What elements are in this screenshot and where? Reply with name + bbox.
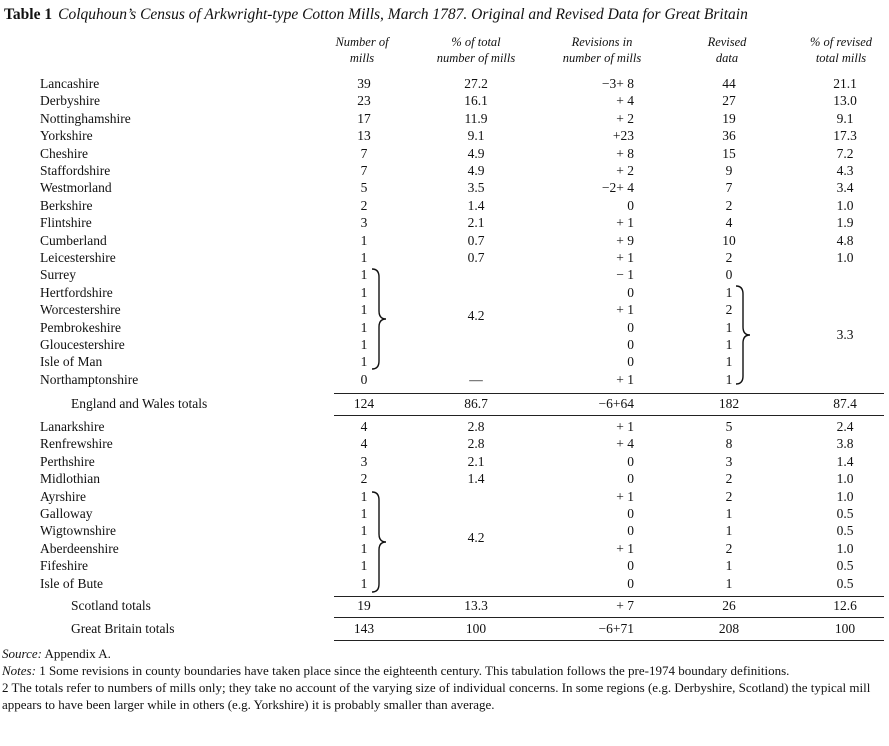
cell-name: Cheshire [40,145,88,161]
cell-rev: 0 [627,453,634,469]
rule-england-bottom [334,415,884,416]
cell-rev: 0 [627,319,634,335]
cell-rpct: 1.9 [836,215,854,231]
cell-mills: 4 [360,436,368,452]
cell-pct: 86.7 [464,396,488,411]
cell-revised: 182 [718,396,740,411]
cell-revised: 1 [725,337,733,352]
cell-rpct: 1.0 [836,471,854,487]
cell-mills: 1 [360,267,368,283]
cell-pct: 16.1 [464,93,488,109]
cell-name: Nottinghamshire [40,110,131,126]
table-row [0,557,889,574]
cell-mills: 1 [360,506,368,521]
rule-scotland-bottom [334,617,884,618]
cell-revised: 5 [725,419,733,434]
table-row [0,353,889,370]
cell-rev: + 1 [616,215,634,231]
cell-revised: 19 [722,110,736,126]
header-revised-data: Revised data [707,35,747,65]
cell-rev: 0 [627,575,634,591]
cell-rpct: 0.5 [836,558,854,574]
cell-rev: 0 [627,506,634,521]
table-label: Table 1 [4,6,53,23]
cell-rev: + 1 [616,371,634,387]
cell-mills: 124 [353,396,375,411]
cell-rev: −6+64 [598,396,634,411]
cell-pct: 1.4 [467,471,485,487]
table-row [0,232,889,249]
cell-mills: 1 [360,250,368,265]
header-percent-revised: % of revised total mills [809,35,873,65]
cell-rpct: 4.3 [836,163,854,178]
cell-pct: 4.9 [467,145,485,161]
cell-rpct: 0.5 [836,523,854,539]
cell-pct: 13.3 [464,598,488,613]
table-row [0,197,889,214]
cell-rpct: 12.6 [833,598,857,613]
cell-revised: 15 [722,145,736,161]
cell-name: Leicestershire [40,250,116,265]
cell-mills: 1 [360,284,368,300]
cell-mills: 2 [360,471,368,487]
cell-mills: 39 [357,76,371,91]
cell-revised: 1 [725,371,733,387]
cell-pct: 2.8 [467,419,485,434]
cell-mills: 1 [360,523,368,539]
cell-mills: 1 [360,337,368,352]
cell-name: Isle of Bute [40,575,103,591]
cell-revised: 2 [725,197,733,213]
cell-rev: + 1 [616,302,634,318]
cell-name: Aberdeenshire [40,540,119,556]
cell-revised: 0 [725,267,733,283]
cell-mills: 13 [357,128,371,144]
cell-revised: 8 [725,436,733,452]
cell-revised: 2 [725,540,733,556]
cell-revised: 1 [725,354,733,370]
header-percent-total: % of total number of mills [436,35,516,65]
cell-mills: 3 [360,453,368,469]
table-row [0,266,889,283]
cell-rpct: 3.8 [836,436,854,452]
cell-revised: 1 [725,319,733,335]
cell-rev: + 8 [616,145,634,161]
cell-revised: 1 [725,506,733,521]
cell-mills: 4 [360,419,368,434]
cell-name: Northamptonshire [40,371,139,387]
cell-rev: 0 [627,471,634,487]
table-row [0,179,889,196]
cell-pct: 0.7 [467,232,485,248]
source-line: Source: Appendix A. [2,646,111,661]
table-row [0,92,889,109]
cell-pct: 2.1 [467,453,485,469]
table-row [0,575,889,592]
cell-mills: 1 [360,540,368,556]
cell-rev: 0 [627,284,634,300]
cell-pct: 1.4 [467,197,485,213]
cell-revised: 2 [725,471,733,487]
table-row [0,145,889,162]
cell-mills: 23 [357,93,371,109]
cell-name: Hertfordshire [40,284,113,300]
cell-name: Renfrewshire [40,436,113,452]
cell-mills: 1 [360,319,368,335]
scotland-total-row [0,597,889,614]
england-group-pct-row [0,307,889,324]
table-title: Colquhoun’s Census of Arkwright-type Cotton Mills, March 1787. Original and Revised Data for Great Britain [58,6,748,23]
england-group-pct: 4.2 [467,308,485,323]
cell-mills: 1 [360,302,368,318]
cell-rpct: 3.4 [836,180,854,196]
cell-revised: 7 [725,180,733,196]
cell-rev: −3+ 8 [601,76,634,91]
cell-mills: 7 [360,163,368,178]
cell-rpct: 4.8 [836,232,854,248]
cell-rev: +23 [612,128,634,144]
cell-name: Galloway [40,506,93,521]
scotland-group-pct-row [0,529,889,546]
table-row [0,214,889,231]
cell-name: Flintshire [40,215,92,231]
cell-rev: + 1 [616,250,634,265]
cell-rev: + 9 [616,232,634,248]
cell-revised: 10 [722,232,736,248]
header-revisions: Revisions in number of mills [562,35,642,65]
cell-mills: 1 [360,558,368,574]
england-total-row [0,395,889,412]
cell-rev: + 4 [616,436,634,452]
table-row [0,453,889,470]
cell-rpct: 1.0 [836,250,854,265]
cell-pct: 9.1 [467,128,485,144]
cell-name: Fifeshire [40,558,88,574]
cell-rev: 0 [627,558,634,574]
cell-pct: 100 [465,621,487,636]
england-group-rpct: 3.3 [836,327,854,342]
cell-mills: 2 [360,197,368,213]
rule-england-top [334,393,884,394]
cell-name: Scotland totals [71,598,151,613]
table-row [0,371,889,388]
cell-rpct: 1.0 [836,197,854,213]
cell-rpct: 17.3 [833,128,857,144]
cell-rpct: 100 [834,621,856,636]
cell-name: England and Wales totals [71,396,208,411]
cell-rev: + 2 [616,163,634,178]
cell-revised: 26 [722,598,736,613]
cell-name: Berkshire [40,197,93,213]
cell-rpct: 1.0 [836,488,854,504]
cell-mills: 19 [357,598,371,613]
cell-rpct: 0.5 [836,575,854,591]
cell-rpct: 21.1 [833,76,857,91]
cell-revised: 36 [722,128,736,144]
table-row [0,249,889,266]
cell-name: Perthshire [40,453,95,469]
cell-mills: 7 [360,145,368,161]
cell-rev: + 4 [616,93,634,109]
cell-pct: 3.5 [467,180,485,196]
table-row [0,505,889,522]
cell-mills: 5 [360,180,368,196]
table-row [0,75,889,92]
cell-rev: 0 [627,197,634,213]
cell-name: Staffordshire [40,163,111,178]
cell-revised: 4 [725,215,733,231]
cell-pct: 11.9 [464,110,488,126]
cell-name: Lanarkshire [40,419,105,434]
cell-rev: 0 [627,337,634,352]
cell-rev: − 1 [616,267,634,283]
cell-name: Lancashire [40,76,100,91]
cell-revised: 9 [725,163,733,178]
table-row [0,110,889,127]
cell-pct: 2.8 [467,436,485,452]
cell-pct: 27.2 [464,76,488,91]
cell-name: Pembrokeshire [40,319,121,335]
table-row [0,435,889,452]
table-row [0,488,889,505]
cell-pct: — [469,371,483,387]
cell-revised: 1 [725,575,733,591]
cell-rpct: 7.2 [836,145,854,161]
cell-name: Wigtownshire [40,523,116,539]
cell-mills: 1 [360,354,368,370]
table-row [0,162,889,179]
cell-revised: 44 [722,76,736,91]
cell-revised: 1 [725,284,733,300]
table-row [0,418,889,435]
table-row [0,470,889,487]
cell-revised: 27 [722,93,736,109]
table-notes [2,645,882,713]
gb-total-row [0,620,889,637]
header-number-of-mills: Number of mills [335,35,389,65]
cell-rev: 0 [627,354,634,370]
cell-name: Cumberland [40,232,107,248]
cell-revised: 1 [725,558,733,574]
cell-revised: 3 [725,453,733,469]
cell-pct: 4.9 [467,163,485,178]
cell-revised: 2 [725,488,733,504]
england-group-rpct-row [0,326,889,343]
cell-mills: 1 [360,575,368,591]
cell-name: Isle of Man [40,354,103,370]
cell-name: Yorkshire [40,128,93,144]
cell-rpct: 13.0 [833,93,857,109]
cell-rpct: 0.5 [836,506,854,521]
cell-name: Ayrshire [40,488,86,504]
table-row [0,127,889,144]
cell-rev: + 1 [616,488,634,504]
cell-rev: −2+ 4 [601,180,634,196]
cell-rpct: 9.1 [836,110,854,126]
cell-mills: 1 [360,488,368,504]
cell-name: Gloucestershire [40,337,125,352]
cell-rev: + 2 [616,110,634,126]
cell-name: Worcestershire [40,302,121,318]
cell-rpct: 87.4 [833,396,857,411]
table-caption [4,6,748,24]
cell-rev: + 7 [616,598,634,613]
cell-name: Midlothian [40,471,100,487]
note-2: 2 The totals refer to numbers of mills only; they take no account of the varying size of individual concerns. In some regions (e.g. Derbyshire, Scotland) the typical mill appears to have been larger while in others (e.g. Yorkshire) it is probably smaller than average. [2,680,871,712]
scotland-group-pct: 4.2 [467,530,485,545]
cell-rpct: 1.0 [836,540,854,556]
cell-mills: 3 [360,215,368,231]
cell-mills: 143 [353,621,375,636]
cell-mills: 17 [357,110,371,126]
cell-name: Surrey [40,267,76,283]
cell-name: Derbyshire [40,93,100,109]
cell-rev: 0 [627,523,634,539]
cell-rpct: 2.4 [836,419,854,434]
cell-rev: + 1 [616,419,634,434]
cell-mills: 0 [360,371,368,387]
cell-rev: + 1 [616,540,634,556]
cell-name: Great Britain totals [71,621,175,636]
cell-revised: 2 [725,250,733,265]
cell-name: Westmorland [40,180,112,196]
cell-pct: 2.1 [467,215,485,231]
cell-pct: 0.7 [467,250,485,265]
rule-gb-bottom [334,640,884,641]
cell-rpct: 1.4 [836,453,854,469]
cell-mills: 1 [360,232,368,248]
cell-revised: 1 [725,523,733,539]
cell-revised: 208 [718,621,740,636]
table-row [0,284,889,301]
rule-scotland-top [334,596,884,597]
cell-rev: −6+71 [598,621,634,636]
cell-revised: 2 [725,302,733,318]
note-1: Notes: 1 Some revisions in county boundaries have taken place since the eighteenth century. This tabulation follows the pre-1974 boundary definitions. [2,663,790,678]
